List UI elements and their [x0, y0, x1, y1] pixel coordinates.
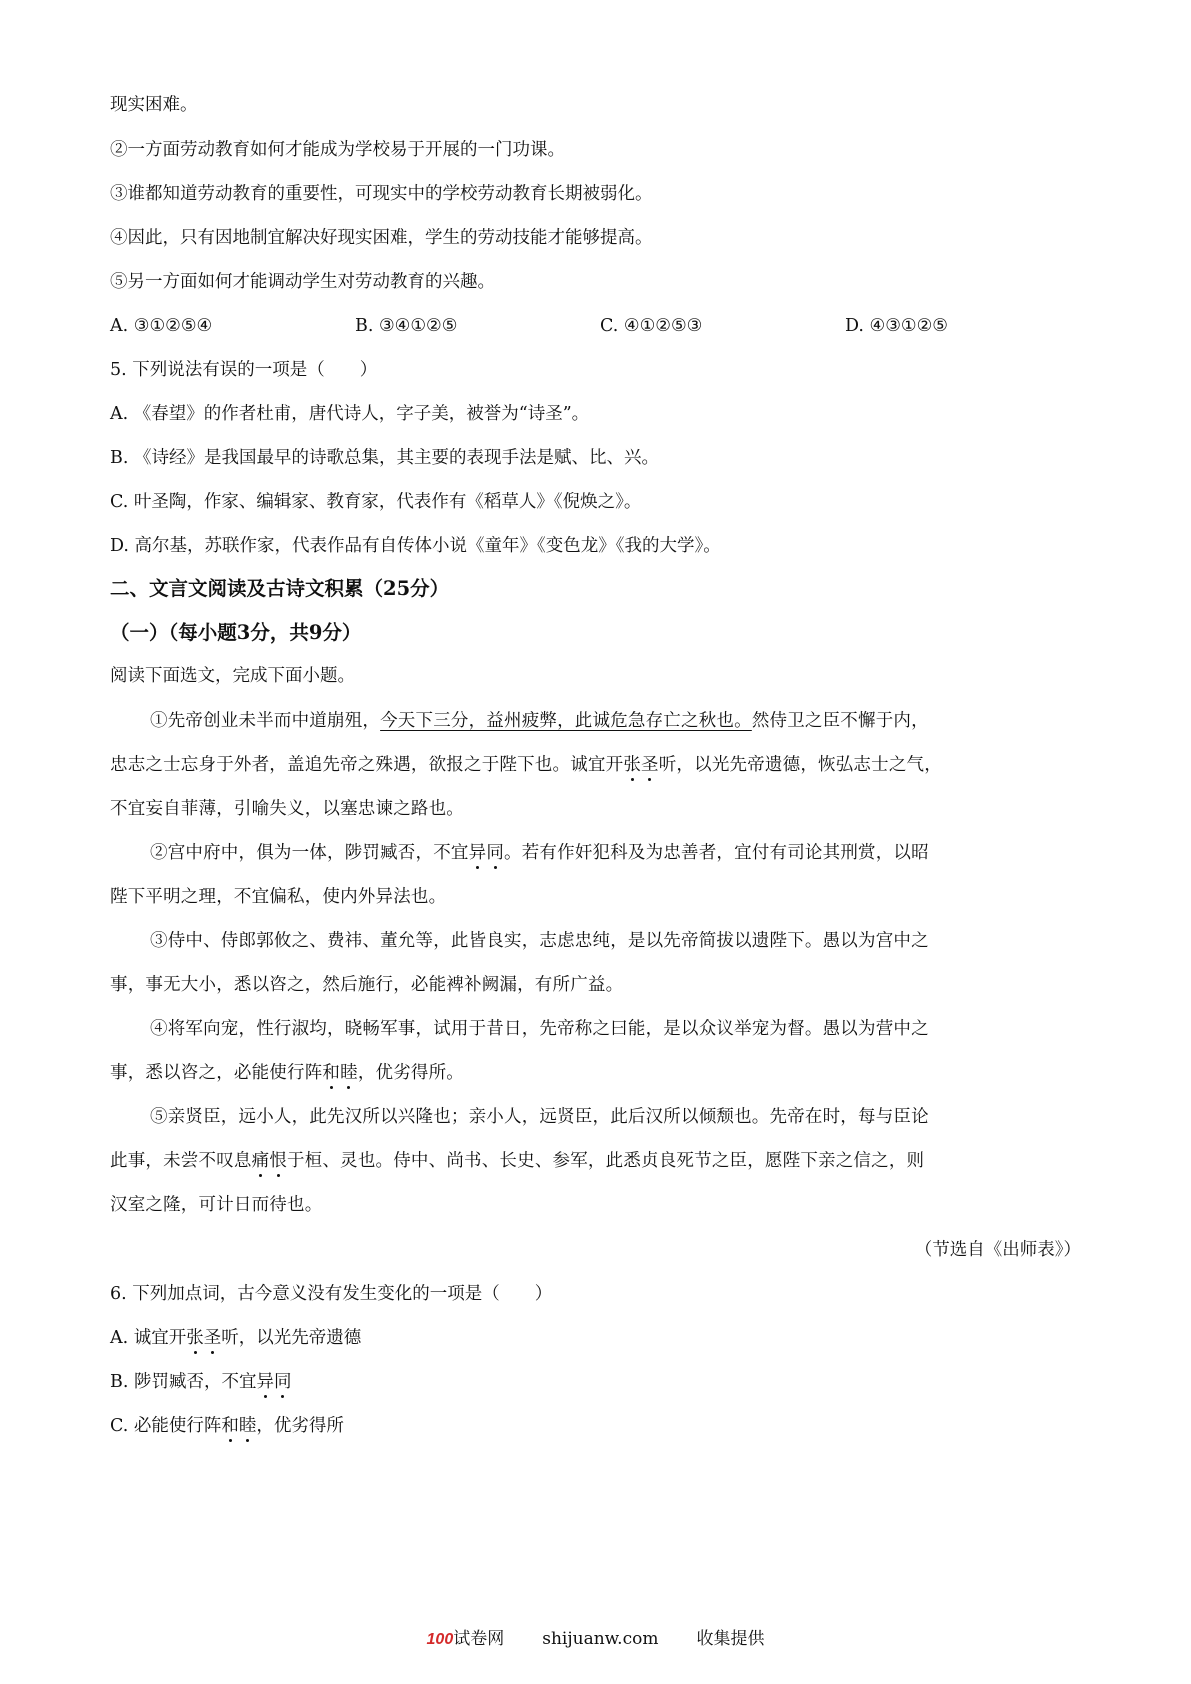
- q5-option-b[interactable]: B. 《诗经》是我国最早的诗歌总集，其主要的表现手法是赋、比、兴。: [110, 448, 659, 468]
- q4-option-d[interactable]: D. ④③①②⑤: [845, 316, 948, 336]
- section-title: 二、文言文阅读及古诗文积累（25分）: [110, 577, 450, 600]
- q6-option-c[interactable]: C. 必能使行阵和睦，优劣得所: [110, 1416, 344, 1436]
- q5-option-a[interactable]: A. 《春望》的作者杜甫，唐代诗人，字子美，被誉为“诗圣”。: [110, 404, 590, 424]
- q6-stem: 6. 下列加点词，古今意义没有发生变化的一项是（ ）: [110, 1284, 553, 1304]
- q5-option-d[interactable]: D. 高尔基，苏联作家，代表作品有自传体小说《童年》《变色龙》《我的大学》。: [110, 536, 721, 556]
- q4-option-c[interactable]: C. ④①②⑤③: [600, 316, 703, 336]
- q4-options: [110, 314, 1090, 338]
- section-subtitle: （一）（每小题3分，共9分）: [110, 621, 362, 644]
- dotted-char: 圣: [203, 1328, 222, 1348]
- dotted-char: 张: [186, 1328, 204, 1348]
- q5-stem: 5. 下列说法有误的一项是（ ）: [110, 360, 378, 380]
- passage-p5-line2: 此事，未尝不叹息痛恨于桓、灵也。侍中、尚书、长史、参军，此悉贞良死节之臣，愿陛下亲之信之，则: [110, 1151, 925, 1171]
- q4-line-tail: 现实困难。: [110, 95, 198, 115]
- underlined-sentence: 今天下三分，益州疲弊，此诚危急存亡之秋也。: [380, 711, 752, 731]
- reading-instruction: 阅读下面选文，完成下面小题。: [110, 666, 355, 686]
- passage-source: （节选自《出师表》）: [914, 1240, 1081, 1260]
- q4-item-5: ⑤另一方面如何才能调动学生对劳动教育的兴趣。: [110, 272, 495, 292]
- passage-p3-line2: 事，事无大小，悉以咨之，然后施行，必能裨补阙漏，有所广益。: [110, 975, 624, 995]
- passage-p2-line1: ②宫中府中，俱为一体，陟罚臧否，不宜异同。若有作奸犯科及为忠善者，宜付有司论其刑赏，以昭: [150, 843, 929, 863]
- passage-p1-line1: ①先帝创业未半而中道崩殂，今天下三分，益州疲弊，此诚危急存亡之秋也。然侍卫之臣不懈于内，: [150, 711, 929, 731]
- footer-credit: 收集提供: [696, 1629, 765, 1649]
- passage-p1-line2: 忠志之士忘身于外者，盖追先帝之殊遇，欲报之于陛下也。诚宜开张圣听，以光先帝遗德，恢弘志士之气，: [110, 755, 942, 775]
- q4-item-2: ②一方面劳动教育如何才能成为学校易于开展的一门功课。: [110, 140, 565, 160]
- passage-p2-line2: 陛下平明之理，不宜偏私，使内外异法也。: [110, 887, 447, 907]
- passage-p5-line1: ⑤亲贤臣，远小人，此先汉所以兴隆也；亲小人，远贤臣，此后汉所以倾颓也。先帝在时，每与臣论: [150, 1107, 929, 1127]
- dotted-char: 恨: [269, 1151, 288, 1171]
- dotted-char: 同: [274, 1372, 292, 1392]
- q6-option-b[interactable]: B. 陟罚臧否，不宜异同: [110, 1372, 292, 1392]
- passage-p1-line3: 不宜妄自菲薄，引喻失义，以塞忠谏之路也。: [110, 799, 464, 819]
- q4-item-4: ④因此，只有因地制宜解决好现实困难，学生的劳动技能才能够提高。: [110, 228, 653, 248]
- passage-p3-line1: ③侍中、侍郎郭攸之、费祎、董允等，此皆良实，志虑忠纯，是以先帝简拔以遗陛下。愚以为宫中之: [150, 931, 929, 951]
- passage-p4-line2: 事，悉以咨之，必能使行阵和睦，优劣得所。: [110, 1063, 465, 1083]
- q4-item-3: ③谁都知道劳动教育的重要性，可现实中的学校劳动教育长期被弱化。: [110, 184, 653, 204]
- page-footer: [0, 1628, 1191, 1651]
- passage-p4-line1: ④将军向宠，性行淑均，晓畅军事，试用于昔日，先帝称之曰能，是以众议举宠为督。愚以为营中之: [150, 1019, 929, 1039]
- dotted-char: 异: [256, 1372, 274, 1392]
- dotted-char: 同: [486, 843, 505, 863]
- q4-option-b[interactable]: B. ③④①②⑤: [355, 316, 458, 336]
- dotted-char: 张: [623, 755, 642, 775]
- site-logo: 100: [426, 1631, 454, 1648]
- dotted-char: 和: [322, 1063, 341, 1083]
- q5-option-c[interactable]: C. 叶圣陶，作家、编辑家、教育家，代表作有《稻草人》《倪焕之》。: [110, 492, 642, 512]
- dotted-char: 睦: [340, 1063, 358, 1083]
- passage-p5-line3: 汉室之隆，可计日而待也。: [110, 1195, 323, 1215]
- q4-option-a[interactable]: A. ③①②⑤④: [110, 316, 213, 336]
- site-name: 试卷网: [453, 1629, 505, 1649]
- dotted-char: 睦: [238, 1416, 257, 1436]
- q6-option-a[interactable]: A. 诚宜开张圣听，以光先帝遗德: [110, 1328, 362, 1348]
- site-domain-link[interactable]: shijuanw.com: [542, 1629, 659, 1649]
- dotted-char: 异: [468, 843, 487, 863]
- dotted-char: 痛: [251, 1151, 270, 1171]
- dotted-char: 圣: [641, 755, 659, 775]
- dotted-char: 和: [221, 1416, 239, 1436]
